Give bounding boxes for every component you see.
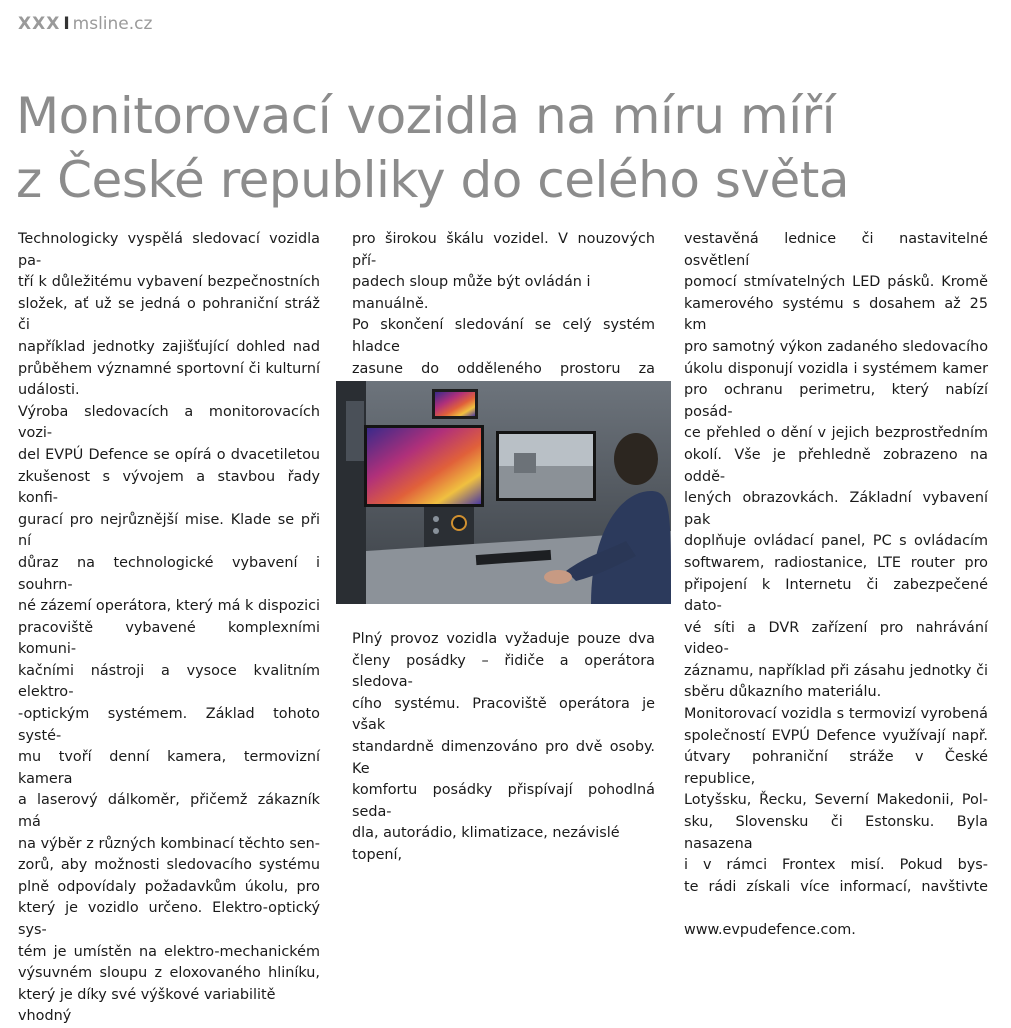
text-line: -optickým systémem. Základ tohoto systé- [18, 706, 320, 744]
workstation-illustration [336, 381, 671, 604]
text-line: složek, ať už se jedná o pohraniční stráž či [18, 295, 320, 334]
text-line: kamerového systému s dosahem až 25 km [684, 295, 988, 334]
column-2-bottom [352, 629, 655, 867]
text-line: na výběr z různých kombinací těchto sen- [18, 835, 320, 852]
article-title [16, 84, 1006, 212]
text-line: standardně dimenzováno pro dvě osoby. Ke [352, 738, 655, 777]
text-line: a laserový dálkoměr, přičemž zákazník má [18, 792, 320, 831]
text-line: softwarem, radiostanice, LTE router pro [684, 554, 988, 571]
text-line: vé síti a DVR zařízení pro nahrávání video- [684, 619, 988, 658]
text-line: Monitorovací vozidla s termovizí vyrobená [684, 706, 988, 723]
text-line: i v rámci Frontex misí. Pokud bys- [684, 857, 988, 874]
text-line: sběru důkazního materiálu. [684, 684, 882, 701]
text-line [684, 898, 988, 920]
text-line: komfortu posádky přispívají pohodlná seda- [352, 782, 655, 820]
text-line: pro ochranu perimetru, který nabízí posád- [684, 382, 988, 420]
text-line: důraz na technologické vybavení i souhrn- [18, 554, 320, 593]
column-3 [684, 229, 988, 942]
text-line: tří k důležitému vybavení bezpečnostních [18, 274, 320, 291]
text-line: ce přehled o dění v jejich bezprostředním [684, 425, 988, 442]
text-line: pracoviště vybavené komplexními komuni- [18, 619, 320, 658]
text-line: Plný provoz vozidla vyžaduje pouze dva [352, 631, 655, 647]
header-separator: I [63, 14, 70, 34]
text-line: cího systému. Pracoviště operátora je však [352, 695, 655, 734]
text-line: zkušenost s vývojem a stavbou řady konfi- [18, 468, 320, 507]
text-line: mu tvoří denní kamera, termovizní kamera [18, 749, 320, 787]
text-line: záznamu, například při zásahu jednotky či [684, 662, 988, 679]
text-line: pro samotný výkon zadaného sledovacího [684, 338, 988, 355]
text-line: sku, Slovensku či Estonsku. Byla nasazena [684, 814, 988, 852]
title-line-1: Monitorovací vozidla na míru míří [16, 87, 836, 145]
text-line: lených obrazovkách. Základní vybavení pak [684, 490, 988, 528]
text-line: Výroba sledovacích a monitorovacích vozi- [18, 403, 320, 442]
text-line: tém je umístěn na elektro-mechanickém [18, 943, 320, 960]
text-line: zasune do odděleného prostoru za [352, 360, 655, 377]
text-line: členy posádky – řidiče a operátora sledova- [352, 652, 655, 691]
text-line: gurací pro nejrůznější mise. Klade se při ní [18, 511, 320, 550]
text-line: te rádi získali více informací, navštivte [684, 878, 988, 895]
text-line: společností EVPÚ Defence využívají např. [684, 727, 988, 744]
text-line: Po skončení sledování se celý systém hladce [352, 317, 655, 355]
text-line: který je díky své výškové variabilitě vhodný [18, 986, 276, 1025]
text-line: plně odpovídaly požadavkům úkolu, pro [18, 878, 320, 895]
text-line: úkolu disponují vozidla i systémem kamer [684, 360, 988, 377]
text-line: výsuvném sloupu z eloxovaného hliníku, [18, 965, 320, 982]
title-line-2: z České republiky do celého světa [16, 151, 849, 209]
text-line: Technologicky vyspělá sledovací vozidla pa- [18, 231, 320, 269]
operator-workstation-photo [336, 381, 671, 604]
text-line: útvary pohraniční stráže v České republice, [684, 749, 988, 787]
page-header [18, 14, 152, 34]
text-line: né zázemí operátora, který má k dispozici [18, 598, 320, 615]
text-line: pomocí stmívatelných LED pásků. Kromě [684, 274, 988, 291]
text-line: vestavěná lednice či nastavitelné osvětlení [684, 231, 988, 269]
text-line: zorů, aby možnosti sledovacího systému [18, 857, 320, 874]
text-line: připojení k Internetu či zabezpečené dato- [684, 576, 988, 615]
text-line: který je vozidlo určeno. Elektro-optický sys- [18, 900, 320, 938]
text-line: průběhem významné sportovní či kulturní [18, 360, 320, 377]
text-line: padech sloup může být ovládán i manuálně. [352, 274, 591, 312]
text-line: události. [18, 382, 80, 399]
text-line: www.evpudefence.com. [684, 922, 856, 938]
text-line: dla, autorádio, klimatizace, nezávislé topení, [352, 825, 620, 863]
text-line: například jednotky zajišťující dohled nad [18, 338, 320, 355]
section-label: XXX [18, 14, 61, 34]
column-1 [18, 229, 320, 1028]
text-line: kačními nástroji a vysoce kvalitním elektro- [18, 662, 320, 701]
text-line: Lotyšsku, Řecku, Severní Makedonii, Pol- [684, 792, 988, 809]
text-line: okolí. Vše je přehledně zobrazeno na oddě- [684, 446, 988, 485]
text-line: doplňuje ovládací panel, PC s ovládacím [684, 533, 988, 550]
site-name: msline.cz [72, 14, 153, 34]
text-line: pro širokou škálu vozidel. V nouzových pří- [352, 231, 655, 269]
text-line: del EVPÚ Defence se opírá o dvacetiletou [18, 446, 320, 463]
